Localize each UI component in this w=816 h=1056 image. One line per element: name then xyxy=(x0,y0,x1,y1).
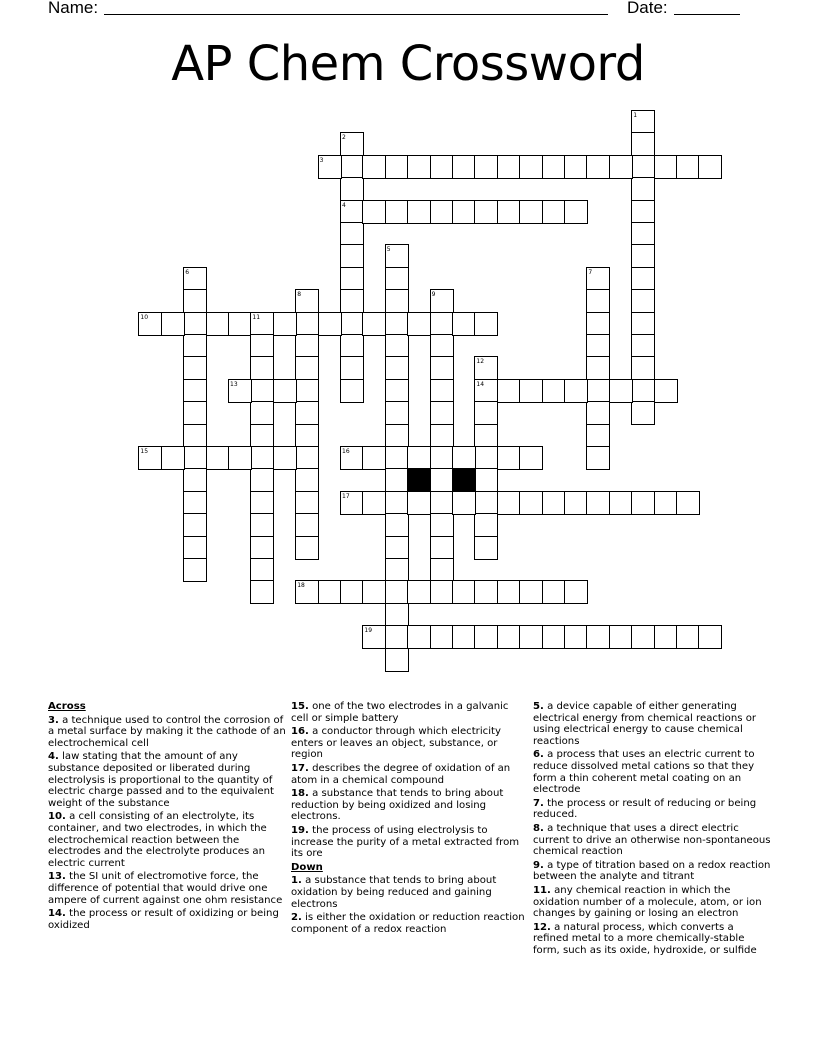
grid-cell[interactable] xyxy=(430,468,454,492)
grid-cell[interactable] xyxy=(497,446,521,470)
clue-number: 8 xyxy=(297,291,302,299)
grid-cell[interactable] xyxy=(183,558,207,582)
grid-cell[interactable] xyxy=(430,580,454,604)
grid-cell[interactable] xyxy=(183,289,207,313)
grid-cell[interactable] xyxy=(452,155,476,179)
grid-cell[interactable] xyxy=(385,200,409,224)
grid-cell[interactable] xyxy=(631,401,655,425)
grid-cell[interactable] xyxy=(631,222,655,246)
grid-cell[interactable] xyxy=(183,312,207,336)
down-clue: 9. a type of titration based on a redox reaction between the analyte and titrant xyxy=(533,859,771,883)
grid-cell[interactable] xyxy=(586,312,610,336)
grid-cell[interactable] xyxy=(385,312,409,336)
grid-cell[interactable] xyxy=(295,334,319,358)
grid-cell[interactable] xyxy=(631,356,655,380)
grid-cell[interactable] xyxy=(474,513,498,537)
grid-cell[interactable] xyxy=(385,334,409,358)
grid-cell[interactable] xyxy=(452,491,476,515)
grid-cell[interactable] xyxy=(407,580,431,604)
black-square xyxy=(452,468,476,492)
grid-cell[interactable] xyxy=(474,401,498,425)
across-clue: 15. one of the two electrodes in a galvanic cell or simple battery xyxy=(291,701,509,724)
across-clue: 18. a substance that tends to bring about reduction by being oxidized and losing electrons. xyxy=(291,788,504,823)
grid-cell[interactable] xyxy=(340,334,364,358)
grid-cell[interactable] xyxy=(519,491,543,515)
grid-cell[interactable] xyxy=(497,625,521,649)
grid-cell[interactable] xyxy=(385,267,409,291)
grid-cell[interactable] xyxy=(586,334,610,358)
grid-cell[interactable] xyxy=(631,110,655,134)
grid-cell[interactable] xyxy=(250,536,274,560)
grid-cell[interactable] xyxy=(631,334,655,358)
clues-column-2 xyxy=(291,701,529,937)
grid-cell[interactable] xyxy=(631,625,655,649)
grid-cell[interactable] xyxy=(362,491,386,515)
clues-column-3 xyxy=(533,701,771,958)
grid-cell[interactable] xyxy=(183,401,207,425)
grid-cell[interactable] xyxy=(250,468,274,492)
grid-cell[interactable] xyxy=(340,289,364,313)
grid-cell[interactable] xyxy=(138,312,162,336)
grid-cell[interactable] xyxy=(519,379,543,403)
grid-cell[interactable] xyxy=(228,446,252,470)
grid-cell[interactable] xyxy=(318,580,342,604)
grid-cell[interactable] xyxy=(631,267,655,291)
black-square xyxy=(407,468,431,492)
grid-cell[interactable] xyxy=(385,155,409,179)
grid-cell[interactable] xyxy=(295,289,319,313)
grid-cell[interactable] xyxy=(631,491,655,515)
grid-cell[interactable] xyxy=(295,356,319,380)
grid-cell[interactable] xyxy=(654,379,678,403)
grid-cell[interactable] xyxy=(654,491,678,515)
grid-cell[interactable] xyxy=(586,401,610,425)
grid-cell[interactable] xyxy=(474,155,498,179)
grid-cell[interactable] xyxy=(564,155,588,179)
grid-cell[interactable] xyxy=(609,155,633,179)
grid-cell[interactable] xyxy=(273,446,297,470)
clue-number: 17 xyxy=(342,492,350,500)
grid-cell[interactable] xyxy=(631,177,655,201)
grid-cell[interactable] xyxy=(474,536,498,560)
grid-cell[interactable] xyxy=(474,468,498,492)
grid-cell[interactable] xyxy=(542,491,566,515)
grid-cell[interactable] xyxy=(206,312,230,336)
across-clue: 16. a conductor through which electricity enters or leaves an object, substance, or region xyxy=(291,726,501,761)
grid-cell[interactable] xyxy=(519,580,543,604)
grid-cell[interactable] xyxy=(250,580,274,604)
down-clue: 5. a device capable of either generating electrical energy from chemical reactions or using electrical energy to cause chemical reactions xyxy=(533,701,757,747)
grid-cell[interactable] xyxy=(183,334,207,358)
grid-cell[interactable] xyxy=(430,312,454,336)
across-clue: 3. a technique used to control the corrosion of a metal surface by making it the cathode of an electrochemical cell xyxy=(48,714,286,749)
grid-cell[interactable] xyxy=(654,625,678,649)
clue-number: 10 xyxy=(140,313,149,321)
grid-cell[interactable] xyxy=(609,491,633,515)
grid-cell[interactable] xyxy=(295,424,319,448)
grid-cell[interactable] xyxy=(385,356,409,380)
grid-cell[interactable] xyxy=(586,379,610,403)
grid-cell[interactable] xyxy=(385,491,409,515)
grid-cell[interactable] xyxy=(586,491,610,515)
grid-cell[interactable] xyxy=(385,603,409,627)
grid-cell[interactable] xyxy=(676,625,700,649)
grid-cell[interactable] xyxy=(519,155,543,179)
down-clue: 8. a technique that uses a direct electric current to drive an otherwise non-spontaneous chemical reaction xyxy=(533,822,771,858)
clue-number: 14 xyxy=(476,380,485,388)
grid-cell[interactable] xyxy=(430,513,454,537)
clue-number: 9 xyxy=(431,291,436,299)
grid-cell[interactable] xyxy=(385,648,409,672)
clue-number: 1 xyxy=(633,112,638,119)
clue-number: 15 xyxy=(140,448,149,455)
grid-cell[interactable] xyxy=(250,424,274,448)
grid-cell[interactable] xyxy=(206,446,230,470)
down-clue: 6. a process that uses an electric current to reduce dissolved metal cations so that they form a thin coherent metal coating on an electrode xyxy=(533,749,755,796)
grid-cell[interactable] xyxy=(295,580,319,604)
grid-cell[interactable] xyxy=(631,132,655,156)
down-clue: 11. any chemical reaction in which the oxidation number of a molecule, atom, or ion changes by gaining or losing an electron xyxy=(533,884,762,920)
grid-cell[interactable] xyxy=(183,424,207,448)
clue-number: 3 xyxy=(319,156,324,164)
across-heading: Across xyxy=(48,701,86,712)
grid-cell[interactable] xyxy=(161,312,185,336)
grid-cell[interactable] xyxy=(407,625,431,649)
grid-cell[interactable] xyxy=(183,446,207,470)
grid-cell[interactable] xyxy=(430,536,454,560)
clue-number: 11 xyxy=(252,313,261,321)
grid-cell[interactable] xyxy=(676,155,700,179)
grid-cell[interactable] xyxy=(407,446,431,470)
grid-cell[interactable] xyxy=(430,558,454,582)
grid-cell[interactable] xyxy=(519,446,543,470)
down-heading: Down xyxy=(291,861,323,873)
grid-cell[interactable] xyxy=(273,312,297,336)
grid-cell[interactable] xyxy=(340,200,364,224)
grid-cell[interactable] xyxy=(385,289,409,313)
grid-cell[interactable] xyxy=(698,625,722,649)
grid-cell[interactable] xyxy=(497,155,521,179)
grid-cell[interactable] xyxy=(273,379,297,403)
name-field[interactable] xyxy=(104,14,608,15)
grid-cell[interactable] xyxy=(385,244,409,268)
grid-cell[interactable] xyxy=(340,222,364,246)
grid-cell[interactable] xyxy=(340,580,364,604)
grid-cell[interactable] xyxy=(385,513,409,537)
grid-cell[interactable] xyxy=(295,513,319,537)
grid-cell[interactable] xyxy=(385,625,409,649)
grid-cell[interactable] xyxy=(340,244,364,268)
grid-cell[interactable] xyxy=(564,491,588,515)
grid-cell[interactable] xyxy=(676,491,700,515)
grid-cell[interactable] xyxy=(340,267,364,291)
clue-number: 12 xyxy=(476,358,485,366)
grid-cell[interactable] xyxy=(183,379,207,403)
grid-cell[interactable] xyxy=(362,446,386,470)
grid-cell[interactable] xyxy=(161,446,185,470)
grid-cell[interactable] xyxy=(474,446,498,470)
grid-cell[interactable] xyxy=(542,200,566,224)
grid-cell[interactable] xyxy=(497,491,521,515)
grid-cell[interactable] xyxy=(564,625,588,649)
clue-number: 5 xyxy=(386,246,391,254)
grid-cell[interactable] xyxy=(430,334,454,358)
grid-cell[interactable] xyxy=(250,334,274,358)
grid-cell[interactable] xyxy=(519,625,543,649)
grid-cell[interactable] xyxy=(542,580,566,604)
grid-cell[interactable] xyxy=(250,312,274,336)
grid-cell[interactable] xyxy=(542,625,566,649)
grid-cell[interactable] xyxy=(631,379,655,403)
grid-cell[interactable] xyxy=(609,379,633,403)
grid-cell[interactable] xyxy=(542,379,566,403)
across-clue: 10. a cell consisting of an electrolyte, its container, and two electrodes, in which the electrochemical reaction between the electrodes and the electrolyte produces an electric current xyxy=(48,811,267,869)
down-clue: 1. a substance that tends to bring about oxidation by being reduced and gaining electrons xyxy=(291,875,497,910)
grid-cell[interactable] xyxy=(183,356,207,380)
clue-number: 18 xyxy=(297,582,305,590)
grid-cell[interactable] xyxy=(452,446,476,470)
grid-cell[interactable] xyxy=(250,513,274,537)
grid-cell[interactable] xyxy=(362,155,386,179)
grid-cell[interactable] xyxy=(497,379,521,403)
grid-cell[interactable] xyxy=(138,446,162,470)
grid-cell[interactable] xyxy=(250,446,274,470)
grid-cell[interactable] xyxy=(474,379,498,403)
down-clue: 12. a natural process, which converts a refined metal to a more chemically-stable form, such as its oxide, hydroxide, or sulfide xyxy=(533,921,757,956)
grid-cell[interactable] xyxy=(295,536,319,560)
grid-cell[interactable] xyxy=(183,513,207,537)
grid-cell[interactable] xyxy=(631,289,655,313)
grid-cell[interactable] xyxy=(586,356,610,380)
grid-cell[interactable] xyxy=(430,356,454,380)
grid-cell[interactable] xyxy=(497,580,521,604)
grid-cell[interactable] xyxy=(452,200,476,224)
grid-cell[interactable] xyxy=(340,379,364,403)
clue-number: 6 xyxy=(185,268,190,276)
grid-cell[interactable] xyxy=(474,356,498,380)
clue-number: 4 xyxy=(342,201,346,209)
grid-cell[interactable] xyxy=(631,312,655,336)
grid-cell[interactable] xyxy=(430,155,454,179)
grid-cell[interactable] xyxy=(452,580,476,604)
date-field[interactable] xyxy=(674,14,740,15)
grid-cell[interactable] xyxy=(586,446,610,470)
grid-cell[interactable] xyxy=(474,580,498,604)
clue-number: 13 xyxy=(230,380,238,388)
grid-cell[interactable] xyxy=(340,177,364,201)
date-label: Date: xyxy=(627,0,668,17)
grid-cell[interactable] xyxy=(430,289,454,313)
grid-cell[interactable] xyxy=(609,625,633,649)
grid-cell[interactable] xyxy=(430,491,454,515)
grid-cell[interactable] xyxy=(564,200,588,224)
grid-cell[interactable] xyxy=(654,155,678,179)
grid-cell[interactable] xyxy=(385,401,409,425)
across-clue: 19. the process of using electrolysis to increase the purity of a metal extracted from its ore xyxy=(291,824,520,860)
grid-cell[interactable] xyxy=(542,155,566,179)
across-clue: 14. the process or result of oxidizing or being oxidized xyxy=(48,908,279,931)
grid-cell[interactable] xyxy=(430,401,454,425)
grid-cell[interactable] xyxy=(474,625,498,649)
grid-cell[interactable] xyxy=(250,491,274,515)
grid-cell[interactable] xyxy=(631,244,655,268)
across-clue: 17. describes the degree of oxidation of an atom in a chemical compound xyxy=(291,762,511,786)
grid-cell[interactable] xyxy=(407,312,431,336)
clue-number: 2 xyxy=(342,134,346,142)
grid-cell[interactable] xyxy=(385,424,409,448)
grid-cell[interactable] xyxy=(698,155,722,179)
grid-cell[interactable] xyxy=(340,132,364,156)
grid-cell[interactable] xyxy=(250,379,274,403)
grid-cell[interactable] xyxy=(474,491,498,515)
grid-cell[interactable] xyxy=(250,401,274,425)
grid-cell[interactable] xyxy=(430,424,454,448)
clue-number: 19 xyxy=(364,627,373,635)
grid-cell[interactable] xyxy=(474,200,498,224)
grid-cell[interactable] xyxy=(385,379,409,403)
down-clue: 2. is either the oxidation or reduction reaction component of a redox reaction xyxy=(291,912,525,935)
grid-cell[interactable] xyxy=(295,446,319,470)
grid-cell[interactable] xyxy=(497,200,521,224)
grid-cell[interactable] xyxy=(295,312,319,336)
grid-cell[interactable] xyxy=(228,312,252,336)
grid-cell[interactable] xyxy=(564,379,588,403)
clue-number: 16 xyxy=(342,448,350,455)
grid-cell[interactable] xyxy=(430,446,454,470)
grid-cell[interactable] xyxy=(318,155,342,179)
clue-number: 7 xyxy=(588,268,593,276)
grid-cell[interactable] xyxy=(631,155,655,179)
grid-cell[interactable] xyxy=(183,468,207,492)
grid-cell[interactable] xyxy=(452,625,476,649)
grid-cell[interactable] xyxy=(385,446,409,470)
grid-cell[interactable] xyxy=(430,379,454,403)
grid-cell[interactable] xyxy=(452,312,476,336)
grid-cell[interactable] xyxy=(183,491,207,515)
grid-cell[interactable] xyxy=(183,536,207,560)
grid-cell[interactable] xyxy=(586,267,610,291)
grid-cell[interactable] xyxy=(385,536,409,560)
grid-cell[interactable] xyxy=(295,468,319,492)
grid-cell[interactable] xyxy=(318,312,342,336)
grid-cell[interactable] xyxy=(362,200,386,224)
grid-cell[interactable] xyxy=(228,379,252,403)
down-clue: 7. the process or result of reducing or being reduced. xyxy=(533,797,757,821)
grid-cell[interactable] xyxy=(340,446,364,470)
grid-cell[interactable] xyxy=(586,155,610,179)
header xyxy=(0,0,816,21)
grid-cell[interactable] xyxy=(474,424,498,448)
grid-cell[interactable] xyxy=(430,200,454,224)
grid-cell[interactable] xyxy=(474,312,498,336)
grid-cell[interactable] xyxy=(430,625,454,649)
grid-cell[interactable] xyxy=(362,312,386,336)
grid-cell[interactable] xyxy=(295,401,319,425)
grid-cell[interactable] xyxy=(385,468,409,492)
grid-cell[interactable] xyxy=(564,580,588,604)
clues-column-1 xyxy=(48,701,286,933)
across-clue: 13. the SI unit of electromotive force, the difference of potential that would drive one ampere of current against one ohm resistance xyxy=(48,871,283,906)
page-title: AP Chem Crossword xyxy=(171,36,645,92)
grid-cell[interactable] xyxy=(631,200,655,224)
grid-cell[interactable] xyxy=(407,155,431,179)
grid-cell[interactable] xyxy=(586,289,610,313)
grid-cell[interactable] xyxy=(340,356,364,380)
name-label: Name: xyxy=(48,0,99,17)
grid-cell[interactable] xyxy=(295,491,319,515)
grid-cell[interactable] xyxy=(183,267,207,291)
grid-cell[interactable] xyxy=(385,580,409,604)
grid-cell[interactable] xyxy=(385,558,409,582)
grid-cell[interactable] xyxy=(250,356,274,380)
grid-cell[interactable] xyxy=(250,558,274,582)
grid-cell[interactable] xyxy=(586,625,610,649)
grid-cell[interactable] xyxy=(519,200,543,224)
grid-cell[interactable] xyxy=(407,491,431,515)
grid-cell[interactable] xyxy=(362,580,386,604)
across-clue: 4. law stating that the amount of any substance deposited or liberated during electrolysis is proportional to the quantity of electric charge passed and to the equivalent weight of the substance xyxy=(48,751,274,809)
grid-cell[interactable] xyxy=(362,625,386,649)
grid-cell[interactable] xyxy=(407,200,431,224)
grid-cell[interactable] xyxy=(586,424,610,448)
grid-cell[interactable] xyxy=(340,312,364,336)
grid-cell[interactable] xyxy=(340,155,364,179)
grid-cell[interactable] xyxy=(340,491,364,515)
grid-cell[interactable] xyxy=(295,379,319,403)
